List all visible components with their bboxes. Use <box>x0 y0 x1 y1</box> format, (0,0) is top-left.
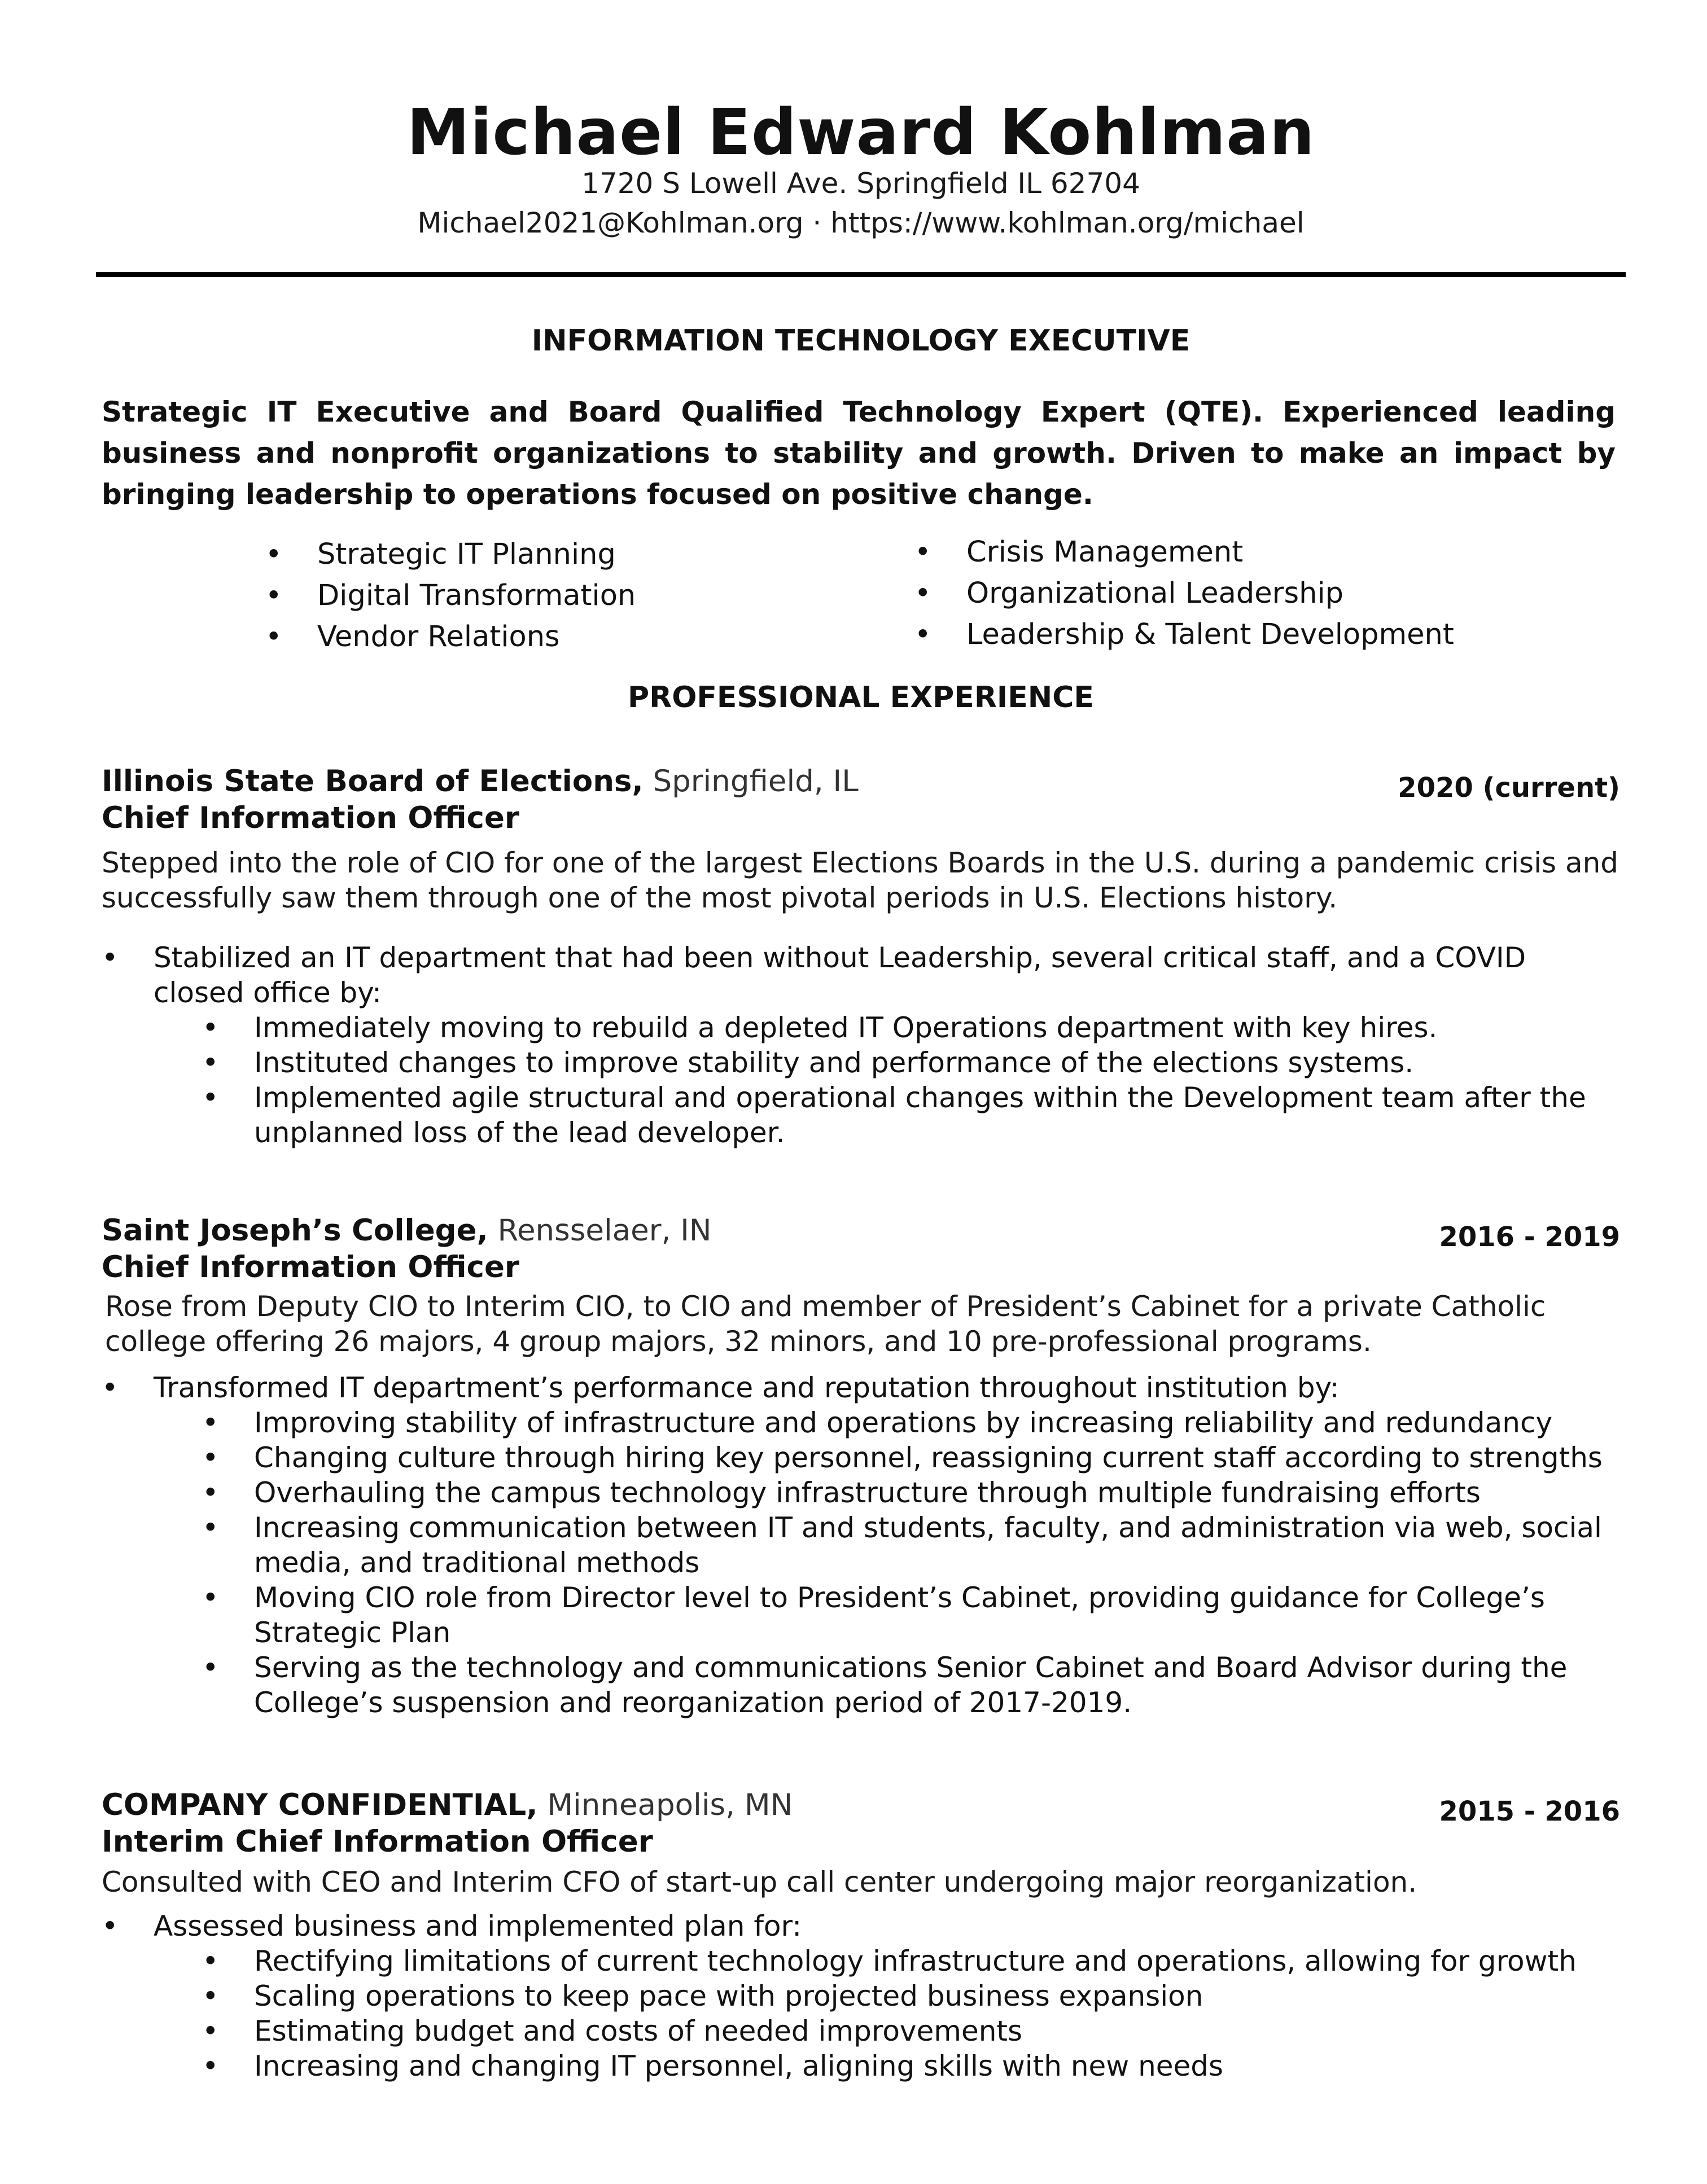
employer-line <box>102 764 1620 799</box>
sub-bullet: • Implemented agile structural and operational changes within the Development team after the unplanned loss of the lead developer. <box>102 1080 1620 1150</box>
skills-list-right <box>914 532 1454 655</box>
sub-bullets <box>102 1405 1620 1720</box>
accomplishment-lead: • Assessed business and implemented plan for: <box>154 1910 802 1942</box>
job-dates: 2020 (current) <box>1398 772 1620 804</box>
employer-name: Illinois State Board of Elections, <box>102 764 644 799</box>
profile-summary: Strategic IT Executive and Board Qualified Technology Expert (QTE). Experienced leading business and nonprofit organizations to stability and growth. Driven to make an impact by bringing leadership to operations focused on positive change. <box>102 396 1616 511</box>
profile-heading: INFORMATION TECHNOLOGY EXECUTIVE <box>531 324 1190 358</box>
skills-list-left <box>265 534 636 657</box>
sub-bullet: • Overhauling the campus technology infrastructure through multiple fundraising efforts <box>102 1475 1620 1510</box>
job-dates: 2015 - 2016 <box>1439 1796 1620 1827</box>
list-item <box>102 1909 1620 2084</box>
job-entry-company-confidential <box>102 1788 1620 2084</box>
sub-bullet: • Estimating budget and costs of needed improvements <box>102 2014 1620 2049</box>
employer-location: Minneapolis, MN <box>537 1788 793 1822</box>
job-entry-isbe <box>102 764 1620 1150</box>
sub-bullet: • Moving CIO role from Director level to President’s Cabinet, providing guidance for College’s Strategic Plan <box>102 1580 1620 1650</box>
job-title: Interim Chief Information Officer <box>102 1825 653 1859</box>
sub-bullets <box>102 1944 1620 2084</box>
employer-name: Saint Joseph’s College, <box>102 1213 488 1248</box>
skill-item: • Leadership & Talent Development <box>914 614 1454 655</box>
sub-bullet: • Increasing communication between IT and students, faculty, and administration via web, social media, and traditional methods <box>102 1510 1620 1580</box>
job-description: Rose from Deputy CIO to Interim CIO, to CIO and member of President’s Cabinet for a private Catholic college offering 26 majors, 4 group majors, 32 minors, and 10 pre-professional programs. <box>105 1290 1546 1358</box>
skill-item: • Vendor Relations <box>265 616 636 657</box>
job-title: Chief Information Officer <box>102 801 520 835</box>
skill-item: • Digital Transformation <box>265 575 636 616</box>
accomplishment-lead: • Transformed IT department’s performance and reputation throughout institution by: <box>154 1371 1340 1404</box>
job-dates: 2016 - 2019 <box>1439 1221 1620 1253</box>
candidate-name: Michael Edward Kohlman <box>406 96 1315 169</box>
skill-item: • Crisis Management <box>914 532 1454 573</box>
employer-name: COMPANY CONFIDENTIAL, <box>102 1788 538 1822</box>
employer-line <box>102 1213 1620 1248</box>
sub-bullet: • Scaling operations to keep pace with projected business expansion <box>102 1979 1620 2014</box>
employer-location: Rensselaer, IN <box>488 1213 712 1248</box>
skill-item: • Organizational Leadership <box>914 573 1454 614</box>
list-item <box>102 940 1620 1150</box>
skill-item: • Strategic IT Planning <box>265 534 636 575</box>
job-accomplishments <box>102 1370 1620 1720</box>
employer-line <box>102 1788 1620 1822</box>
job-description: Consulted with CEO and Interim CFO of start-up call center undergoing major reorganization. <box>102 1866 1417 1898</box>
sub-bullet: • Improving stability of infrastructure and operations by increasing reliability and redundancy <box>102 1405 1620 1440</box>
list-item <box>102 1370 1620 1720</box>
email-and-website: Michael2021@Kohlman.org · https://www.kohlman.org/michael <box>417 207 1305 239</box>
header-divider <box>96 272 1626 277</box>
sub-bullet: • Changing culture through hiring key personnel, reassigning current staff according to strengths <box>102 1440 1620 1475</box>
sub-bullet: • Immediately moving to rebuild a depleted IT Operations department with key hires. <box>102 1010 1620 1045</box>
mailing-address: 1720 S Lowell Ave. Springfield IL 62704 <box>581 167 1140 200</box>
sub-bullet: • Increasing and changing IT personnel, aligning skills with new needs <box>102 2049 1620 2084</box>
job-entry-saint-josephs <box>102 1213 1620 1720</box>
sub-bullet: • Rectifying limitations of current technology infrastructure and operations, allowing for growth <box>102 1944 1620 1979</box>
sub-bullet: • Serving as the technology and communications Senior Cabinet and Board Advisor during the College’s suspension and reorganization period of 2017-2019. <box>102 1650 1620 1720</box>
sub-bullet: • Instituted changes to improve stability and performance of the elections systems. <box>102 1045 1620 1080</box>
employer-location: Springfield, IL <box>643 764 859 799</box>
job-title: Chief Information Officer <box>102 1250 520 1284</box>
job-accomplishments <box>102 1909 1620 2084</box>
job-accomplishments <box>102 940 1620 1150</box>
sub-bullets <box>102 1010 1620 1150</box>
accomplishment-lead: • Stabilized an IT department that had been without Leadership, several critical staff, and a COVID closed office by: <box>154 941 1526 1009</box>
experience-heading: PROFESSIONAL EXPERIENCE <box>628 681 1094 714</box>
job-description: Stepped into the role of CIO for one of the largest Elections Boards in the U.S. during a pandemic crisis and successfully saw them through one of the most pivotal periods in U.S. Elections history. <box>102 847 1619 914</box>
